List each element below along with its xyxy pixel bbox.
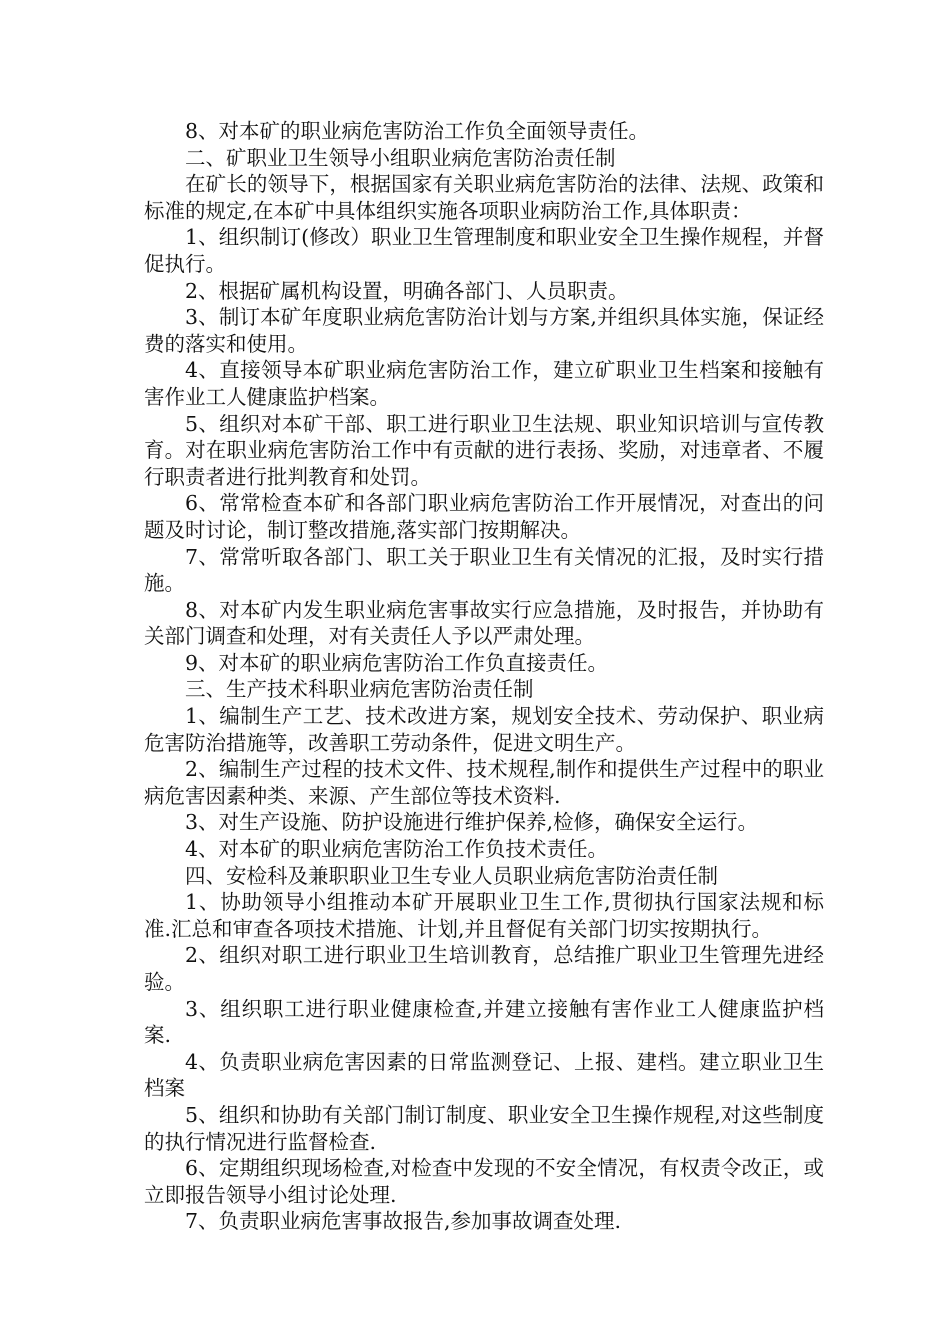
section-2-item-3: 3、制订本矿年度职业病危害防治计划与方案,并组织具体实施，保证经费的落实和使用。 (144, 305, 824, 356)
section-4-item-6: 6、定期组织现场检查,对检查中发现的不安全情况，有权责令改正，或立即报告领导小组讨论处理. (144, 1156, 824, 1207)
paragraph-item-8-overall-responsibility: 8、对本矿的职业病危害防治工作负全面领导责任。 (185, 119, 650, 143)
section-3-item-3: 3、对生产设施、防护设施进行维护保养,检修，确保安全运行。 (185, 810, 759, 835)
section-4-item-4: 4、负责职业病危害因素的日常监测登记、上报、建档。建立职业卫生档案 (144, 1049, 824, 1101)
section-2-item-5: 5、组织对本矿干部、职工进行职业卫生法规、职业知识培训与宣传教育。对在职业病危害防治工作中有贡献的进行表扬、奖励，对违章者、不履行职责者进行批判教育和处罚。 (144, 411, 824, 489)
section-heading-3: 三、生产技术科职业病危害防治责任制 (185, 677, 534, 702)
section-4-item-2: 2、组织对职工进行职业卫生培训教育，总结推广职业卫生管理先进经验。 (144, 943, 824, 994)
section-2-item-1: 1、组织制订(修改）职业卫生管理制度和职业安全卫生操作规程，并督促执行。 (144, 225, 824, 276)
section-3-item-2: 2、编制生产过程的技术文件、技术规程,制作和提供生产过程中的职业病危害因素种类、来源、产生部位等技术资料. (144, 757, 824, 808)
section-3-item-1: 1、编制生产工艺、技术改进方案，规划安全技术、劳动保护、职业病危害防治措施等，改善职工劳动条件，促进文明生产。 (144, 704, 824, 755)
section-4-item-3: 3、组织职工进行职业健康检查,并建立接触有害作业工人健康监护档案. (144, 996, 824, 1048)
section-2-item-8: 8、对本矿内发生职业病危害事故实行应急措施，及时报告，并协助有关部门调查和处理，对有关责任人予以严肃处理。 (144, 597, 824, 649)
section-3-item-4: 4、对本矿的职业病危害防治工作负技术责任。 (185, 837, 609, 862)
section-2-item-4: 4、直接领导本矿职业病危害防治工作，建立矿职业卫生档案和接触有害作业工人健康监护档案。 (144, 358, 824, 409)
section-heading-2: 二、矿职业卫生领导小组职业病危害防治责任制 (185, 145, 616, 170)
section-2-item-6: 6、常常检查本矿和各部门职业病危害防治工作开展情况，对查出的问题及时讨论，制订整改措施,落实部门按期解决。 (144, 491, 824, 542)
section-4-item-7: 7、负责职业病危害事故报告,参加事故调查处理. (185, 1209, 622, 1234)
section-4-item-5: 5、组织和协助有关部门制订制度、职业安全卫生操作规程,对这些制度的执行情况进行监督检查. (144, 1102, 824, 1154)
section-2-item-9: 9、对本矿的职业病危害防治工作负直接责任。 (185, 650, 609, 675)
section-2-item-7: 7、常常听取各部门、职工关于职业卫生有关情况的汇报，及时实行措施。 (144, 544, 824, 596)
document-body (144, 118, 824, 1235)
section-heading-4: 四、安检科及兼职职业卫生专业人员职业病危害防治责任制 (185, 863, 718, 888)
section-4-item-1: 1、协助领导小组推动本矿开展职业卫生工作,贯彻执行国家法规和标准.汇总和审查各项技术措施、计划,并且督促有关部门切实按期执行。 (144, 890, 824, 941)
section-2-intro: 在矿长的领导下，根据国家有关职业病危害防治的法律、法规、政策和标准的规定,在本矿中具体组织实施各项职业病防治工作,具体职责： (144, 172, 824, 223)
section-2-item-2: 2、根据矿属机构设置，明确各部门、人员职责。 (185, 278, 629, 303)
